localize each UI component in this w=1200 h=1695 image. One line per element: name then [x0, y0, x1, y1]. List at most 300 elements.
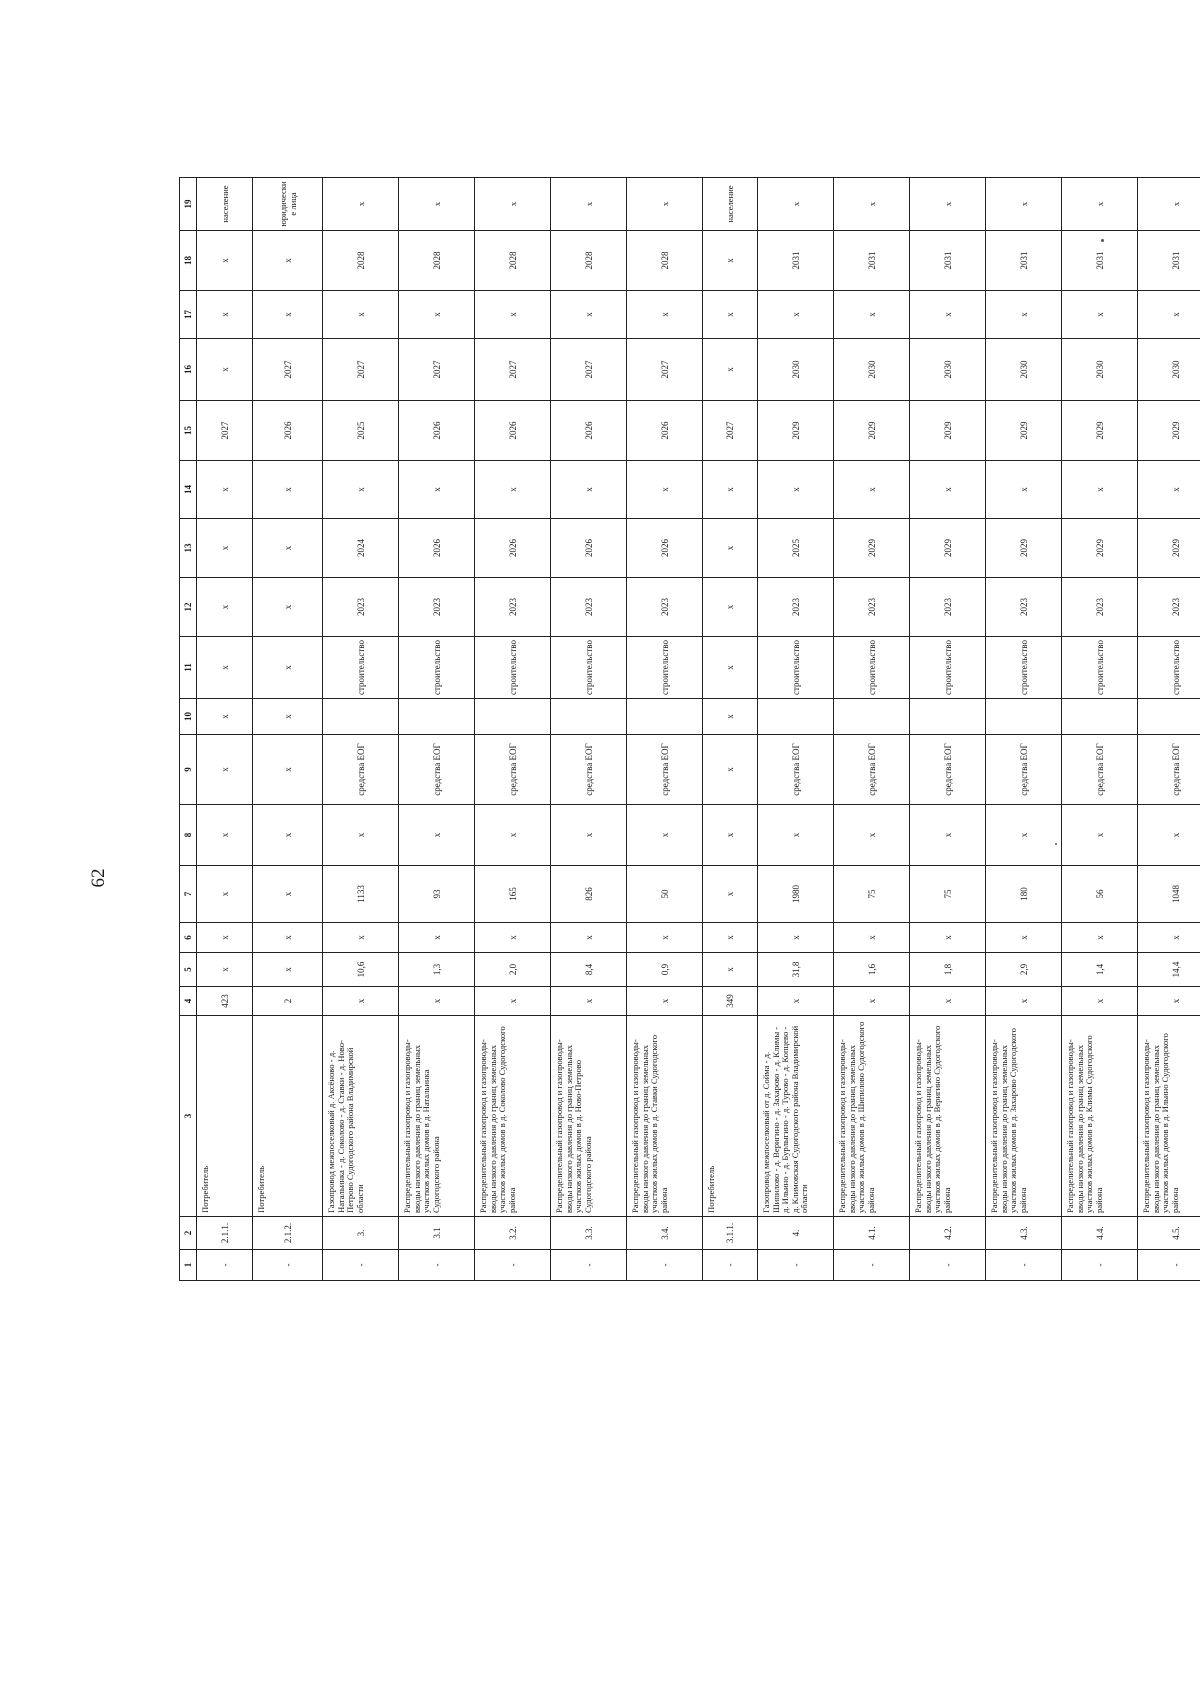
table-cell-col-19: население	[703, 178, 758, 231]
table-cell-col-3: Потребитель	[253, 1016, 323, 1217]
table-cell-col-14: x	[627, 461, 703, 519]
table-cell-col-11: строительство	[758, 637, 834, 699]
table-cell-col-2: 3.	[323, 1217, 399, 1250]
table-cell-col-18: x	[197, 231, 253, 291]
table-cell-col-5: 1,6	[834, 953, 910, 987]
table-cell-col-17: x	[986, 291, 1062, 339]
column-number-2: 2	[180, 1217, 197, 1250]
table-cell-col-7: 1133	[323, 866, 399, 923]
table-cell-col-17: x	[758, 291, 834, 339]
table-cell-col-8: x	[475, 805, 551, 866]
table-cell-col-19: x	[475, 178, 551, 231]
table-cell-col-2: 4.4.	[1062, 1217, 1138, 1250]
table-cell-col-7: 826	[551, 866, 627, 923]
column-number-8: 8	[180, 805, 197, 866]
table-cell-col-10	[627, 699, 703, 735]
scan-speck	[1055, 843, 1057, 845]
table-cell-col-12: 2023	[1062, 578, 1138, 637]
table-cell-col-6: x	[253, 923, 323, 953]
table-cell-col-9: x	[703, 735, 758, 805]
table-cell-col-9: средства ЕОГ	[475, 735, 551, 805]
table-cell-col-7: 75	[910, 866, 986, 923]
table-cell-col-17: x	[197, 291, 253, 339]
table-cell-col-19: x	[551, 178, 627, 231]
table-cell-col-9: средства ЕОГ	[758, 735, 834, 805]
table-cell-col-9: средства ЕОГ	[627, 735, 703, 805]
table-cell-col-5: x	[253, 953, 323, 987]
table-cell-col-17: x	[323, 291, 399, 339]
table-cell-col-5: x	[703, 953, 758, 987]
table-cell-col-4: x	[986, 987, 1062, 1016]
table-cell-col-14: x	[253, 461, 323, 519]
table-row	[197, 178, 253, 1281]
table-cell-col-9: средства ЕОГ	[1062, 735, 1138, 805]
table-cell-col-1: -	[475, 1250, 551, 1281]
table-cell-col-2: 4.3.	[986, 1217, 1062, 1250]
table-cell-col-11: строительство	[1062, 637, 1138, 699]
table-cell-col-6: x	[197, 923, 253, 953]
table-cell-col-19: x	[1062, 178, 1138, 231]
table-cell-col-4: 2	[253, 987, 323, 1016]
table-cell-col-18: 2031	[1062, 231, 1138, 291]
table-row	[834, 178, 910, 1281]
table-cell-col-4: x	[910, 987, 986, 1016]
table-cell-col-10	[910, 699, 986, 735]
header-row	[180, 178, 197, 1281]
table-cell-col-12: 2023	[323, 578, 399, 637]
table-cell-col-17: x	[475, 291, 551, 339]
table-cell-col-10: x	[253, 699, 323, 735]
table-cell-col-16: 2027	[627, 339, 703, 401]
table-cell-col-4: x	[323, 987, 399, 1016]
table-cell-col-12: 2023	[475, 578, 551, 637]
table-cell-col-7: 180	[986, 866, 1062, 923]
table-cell-col-9: средства ЕОГ	[1138, 735, 1200, 805]
table-cell-col-6: x	[1062, 923, 1138, 953]
table-cell-col-1: -	[758, 1250, 834, 1281]
table-cell-col-19: x	[758, 178, 834, 231]
table-cell-col-16: 2030	[758, 339, 834, 401]
table-cell-col-5: 0,9	[627, 953, 703, 987]
table-cell-col-18: 2028	[323, 231, 399, 291]
table-cell-col-11: строительство	[551, 637, 627, 699]
table-cell-col-11: строительство	[834, 637, 910, 699]
table-cell-col-1: -	[627, 1250, 703, 1281]
table-cell-col-19: x	[834, 178, 910, 231]
table-cell-col-19: x	[399, 178, 475, 231]
table-cell-col-7: 93	[399, 866, 475, 923]
column-number-1: 1	[180, 1250, 197, 1281]
table-cell-col-3: Распределительный газопровод и газопроводы-вводы низкого давления до границ земельных участков жилых домов в д. Натальинка Судогодского района	[399, 1016, 475, 1217]
table-cell-col-19: юридические лица	[253, 178, 323, 231]
column-number-3: 3	[180, 1016, 197, 1217]
table-cell-col-11: x	[197, 637, 253, 699]
table-cell-col-9: средства ЕОГ	[323, 735, 399, 805]
table-cell-col-10	[323, 699, 399, 735]
table-cell-col-17: x	[834, 291, 910, 339]
table-cell-col-12: 2023	[627, 578, 703, 637]
table-cell-col-17: x	[703, 291, 758, 339]
table-cell-col-4: x	[475, 987, 551, 1016]
table-cell-col-5: 1,8	[910, 953, 986, 987]
table-row	[1062, 178, 1138, 1281]
table-cell-col-9: средства ЕОГ	[834, 735, 910, 805]
table-cell-col-6: x	[834, 923, 910, 953]
column-number-15: 15	[180, 401, 197, 461]
table-cell-col-17: x	[253, 291, 323, 339]
table-cell-col-14: x	[986, 461, 1062, 519]
table-cell-col-13: 2024	[323, 519, 399, 578]
table-cell-col-6: x	[323, 923, 399, 953]
table-cell-col-10	[551, 699, 627, 735]
table-cell-col-9: средства ЕОГ	[986, 735, 1062, 805]
table-cell-col-18: 2031	[834, 231, 910, 291]
table-cell-col-6: x	[703, 923, 758, 953]
table-row	[551, 178, 627, 1281]
table-cell-col-14: x	[758, 461, 834, 519]
table-cell-col-12: 2023	[986, 578, 1062, 637]
column-number-10: 10	[180, 699, 197, 735]
column-number-19: 19	[180, 178, 197, 231]
table-cell-col-13: 2025	[758, 519, 834, 578]
rotated-table-container	[179, 178, 1181, 1281]
table-cell-col-19: x	[910, 178, 986, 231]
table-cell-col-10	[1138, 699, 1200, 735]
table-cell-col-15: 2027	[703, 401, 758, 461]
table-cell-col-15: 2026	[551, 401, 627, 461]
table-cell-col-3: Распределительный газопровод и газопроводы-вводы низкого давления до границ земельных участков жилых домов в д. Захарово Судогодского района	[986, 1016, 1062, 1217]
table-cell-col-14: x	[475, 461, 551, 519]
table-cell-col-15: 2029	[986, 401, 1062, 461]
table-cell-col-10	[399, 699, 475, 735]
table-cell-col-13: 2026	[627, 519, 703, 578]
table-cell-col-18: 2028	[475, 231, 551, 291]
table-cell-col-15: 2029	[1062, 401, 1138, 461]
table-cell-col-14: x	[834, 461, 910, 519]
table-row	[475, 178, 551, 1281]
table-cell-col-14: x	[910, 461, 986, 519]
table-cell-col-8: x	[758, 805, 834, 866]
table-cell-col-1: -	[1062, 1250, 1138, 1281]
table-cell-col-8: x	[627, 805, 703, 866]
table-cell-col-11: строительство	[323, 637, 399, 699]
table-cell-col-5: 8,4	[551, 953, 627, 987]
column-number-16: 16	[180, 339, 197, 401]
table-cell-col-15: 2029	[910, 401, 986, 461]
table-cell-col-6: x	[627, 923, 703, 953]
table-cell-col-8: x	[323, 805, 399, 866]
table-cell-col-14: x	[1062, 461, 1138, 519]
table-cell-col-3: Газопровод межпоселковый от д. Сойма - д. Шипилово - д. Веригино - д. Захарово - д. Климы - д. Ильино - д. Бурлыгино - д. Турово - д. Копцево - д. Климовская Судогодского района Владимирской области	[758, 1016, 834, 1217]
table-cell-col-10	[1062, 699, 1138, 735]
table-cell-col-2: 3.3.	[551, 1217, 627, 1250]
table-cell-col-1: -	[253, 1250, 323, 1281]
table-cell-col-5: 31,8	[758, 953, 834, 987]
column-number-14: 14	[180, 461, 197, 519]
table-cell-col-14: x	[551, 461, 627, 519]
table-cell-col-15: 2025	[323, 401, 399, 461]
table-cell-col-5: 1,4	[1062, 953, 1138, 987]
table-cell-col-17: x	[1062, 291, 1138, 339]
table-cell-col-9: средства ЕОГ	[399, 735, 475, 805]
table-cell-col-3: Распределительный газопровод и газопроводы-вводы низкого давления до границ земельных участков жилых домов в д. Веригино Судогодского района	[910, 1016, 986, 1217]
column-number-17: 17	[180, 291, 197, 339]
table-cell-col-4: 423	[197, 987, 253, 1016]
table-cell-col-12: 2023	[1138, 578, 1200, 637]
table-cell-col-12: x	[703, 578, 758, 637]
table-cell-col-16: 2030	[1138, 339, 1200, 401]
table-cell-col-8: x	[253, 805, 323, 866]
table-cell-col-18: 2028	[551, 231, 627, 291]
table-cell-col-12: x	[253, 578, 323, 637]
table-cell-col-11: строительство	[910, 637, 986, 699]
table-cell-col-2: 4.5.	[1138, 1217, 1200, 1250]
table-cell-col-14: x	[197, 461, 253, 519]
table-cell-col-19: x	[627, 178, 703, 231]
table-cell-col-6: x	[1138, 923, 1200, 953]
table-cell-col-18: 2028	[627, 231, 703, 291]
table-cell-col-1: -	[910, 1250, 986, 1281]
table-cell-col-8: x	[1062, 805, 1138, 866]
table-cell-col-16: 2027	[399, 339, 475, 401]
gasification-schedule-table	[179, 177, 1200, 1281]
table-cell-col-2: 2.1.2.	[253, 1217, 323, 1250]
table-cell-col-4: x	[1062, 987, 1138, 1016]
table-cell-col-1: -	[197, 1250, 253, 1281]
table-cell-col-18: 2031	[758, 231, 834, 291]
table-row	[323, 178, 399, 1281]
table-cell-col-7: 1048	[1138, 866, 1200, 923]
table-cell-col-4: x	[758, 987, 834, 1016]
table-cell-col-7: x	[703, 866, 758, 923]
table-cell-col-9: средства ЕОГ	[551, 735, 627, 805]
table-cell-col-10: x	[197, 699, 253, 735]
table-cell-col-13: x	[197, 519, 253, 578]
table-cell-col-4: x	[551, 987, 627, 1016]
table-cell-col-7: 50	[627, 866, 703, 923]
table-cell-col-17: x	[551, 291, 627, 339]
table-cell-col-19: x	[1138, 178, 1200, 231]
table-cell-col-6: x	[551, 923, 627, 953]
table-cell-col-2: 3.1	[399, 1217, 475, 1250]
column-number-7: 7	[180, 866, 197, 923]
column-number-9: 9	[180, 735, 197, 805]
table-cell-col-16: 2030	[986, 339, 1062, 401]
table-cell-col-5: x	[197, 953, 253, 987]
table-cell-col-16: 2030	[1062, 339, 1138, 401]
table-cell-col-15: 2029	[1138, 401, 1200, 461]
table-cell-col-15: 2026	[253, 401, 323, 461]
table-cell-col-14: x	[1138, 461, 1200, 519]
table-cell-col-5: 1,3	[399, 953, 475, 987]
table-cell-col-5: 10,6	[323, 953, 399, 987]
table-cell-col-1: -	[551, 1250, 627, 1281]
table-cell-col-12: 2023	[834, 578, 910, 637]
table-cell-col-15: 2026	[475, 401, 551, 461]
table-cell-col-13: 2029	[1138, 519, 1200, 578]
table-row	[253, 178, 323, 1281]
table-cell-col-7: x	[253, 866, 323, 923]
table-cell-col-16: 2027	[323, 339, 399, 401]
table-cell-col-16: 2027	[551, 339, 627, 401]
column-number-12: 12	[180, 578, 197, 637]
table-cell-col-17: x	[1138, 291, 1200, 339]
scan-speck	[1101, 239, 1104, 242]
table-cell-col-11: строительство	[475, 637, 551, 699]
table-cell-col-11: x	[253, 637, 323, 699]
table-cell-col-8: x	[910, 805, 986, 866]
table-cell-col-2: 3.1.1.	[703, 1217, 758, 1250]
table-cell-col-2: 3.2.	[475, 1217, 551, 1250]
table-cell-col-18: 2031	[910, 231, 986, 291]
column-number-11: 11	[180, 637, 197, 699]
table-cell-col-1: -	[323, 1250, 399, 1281]
table-cell-col-19: население	[197, 178, 253, 231]
table-cell-col-5: 2,0	[475, 953, 551, 987]
table-cell-col-4: x	[627, 987, 703, 1016]
table-cell-col-6: x	[758, 923, 834, 953]
table-cell-col-3: Распределительный газопровод и газопроводы-вводы низкого давления до границ земельных участков жилых домов в д. Ильино Судогодского района	[1138, 1016, 1200, 1217]
table-cell-col-3: Газопровод межпоселковый д. Аксёново - д. Натальинка - д. Соколово - д. Ставки - д. Ново-Петрово Судогодского района Владимирской области	[323, 1016, 399, 1217]
table-cell-col-15: 2026	[627, 401, 703, 461]
table-cell-col-3: Потребитель	[197, 1016, 253, 1217]
table-cell-col-10	[758, 699, 834, 735]
table-cell-col-11: строительство	[399, 637, 475, 699]
table-cell-col-18: 2031	[1138, 231, 1200, 291]
table-cell-col-7: 56	[1062, 866, 1138, 923]
table-row	[986, 178, 1062, 1281]
column-number-6: 6	[180, 923, 197, 953]
table-cell-col-15: 2029	[834, 401, 910, 461]
table-cell-col-4: x	[399, 987, 475, 1016]
table-cell-col-7: 75	[834, 866, 910, 923]
table-cell-col-16: x	[703, 339, 758, 401]
table-cell-col-4: 349	[703, 987, 758, 1016]
table-cell-col-13: 2029	[910, 519, 986, 578]
table-cell-col-2: 4.	[758, 1217, 834, 1250]
table-cell-col-12: 2023	[399, 578, 475, 637]
table-cell-col-16: x	[197, 339, 253, 401]
column-number-13: 13	[180, 519, 197, 578]
table-row	[627, 178, 703, 1281]
table-cell-col-1: -	[986, 1250, 1062, 1281]
table-cell-col-3: Распределительный газопровод и газопроводы-вводы низкого давления до границ земельных участков жилых домов в д. Климы Судогодского района	[1062, 1016, 1138, 1217]
table-cell-col-11: строительство	[627, 637, 703, 699]
table-cell-col-1: -	[703, 1250, 758, 1281]
column-number-5: 5	[180, 953, 197, 987]
table-cell-col-2: 4.1.	[834, 1217, 910, 1250]
table-cell-col-10: x	[703, 699, 758, 735]
column-number-4: 4	[180, 987, 197, 1016]
table-cell-col-13: 2029	[986, 519, 1062, 578]
table-cell-col-1: -	[399, 1250, 475, 1281]
table-cell-col-8: x	[197, 805, 253, 866]
table-cell-col-8: x	[1138, 805, 1200, 866]
table-row	[910, 178, 986, 1281]
table-cell-col-16: 2027	[253, 339, 323, 401]
table-cell-col-19: x	[986, 178, 1062, 231]
page-number: 62	[88, 868, 109, 888]
table-cell-col-7: 1980	[758, 866, 834, 923]
table-cell-col-5: 14,4	[1138, 953, 1200, 987]
table-cell-col-3: Распределительный газопровод и газопроводы-вводы низкого давления до границ земельных участков жилых домов в д. Соколово Судогодского района	[475, 1016, 551, 1217]
table-cell-col-13: 2026	[475, 519, 551, 578]
table-cell-col-1: -	[1138, 1250, 1200, 1281]
table-cell-col-4: x	[1138, 987, 1200, 1016]
table-cell-col-10	[834, 699, 910, 735]
table-cell-col-3: Распределительный газопровод и газопроводы-вводы низкого давления до границ земельных участков жилых домов в д. Ставки Судогодского района	[627, 1016, 703, 1217]
table-cell-col-4: x	[834, 987, 910, 1016]
table-cell-col-16: 2030	[834, 339, 910, 401]
table-cell-col-13: x	[253, 519, 323, 578]
table-cell-col-13: 2026	[399, 519, 475, 578]
table-cell-col-17: x	[399, 291, 475, 339]
table-cell-col-14: x	[703, 461, 758, 519]
table-body	[180, 178, 1200, 1281]
table-cell-col-18: x	[253, 231, 323, 291]
table-cell-col-13: 2029	[834, 519, 910, 578]
table-cell-col-16: 2030	[910, 339, 986, 401]
table-cell-col-8: x	[703, 805, 758, 866]
table-cell-col-2: 4.2.	[910, 1217, 986, 1250]
table-cell-col-11: x	[703, 637, 758, 699]
table-cell-col-15: 2029	[758, 401, 834, 461]
table-cell-col-3: Распределительный газопровод и газопроводы-вводы низкого давления до границ земельных участков жилых домов в д. Ново-Петрово Судогодского района	[551, 1016, 627, 1217]
table-cell-col-2: 3.4.	[627, 1217, 703, 1250]
table-cell-col-6: x	[910, 923, 986, 953]
table-row	[1138, 178, 1200, 1281]
table-cell-col-8: x	[834, 805, 910, 866]
table-cell-col-5: 2,9	[986, 953, 1062, 987]
table-cell-col-12: 2023	[910, 578, 986, 637]
table-cell-col-3: Распределительный газопровод и газопроводы-вводы низкого давления до границ земельных участков жилых домов в д. Шипилово Судогодского района	[834, 1016, 910, 1217]
table-cell-col-19: x	[323, 178, 399, 231]
table-cell-col-6: x	[475, 923, 551, 953]
table-cell-col-14: x	[323, 461, 399, 519]
table-cell-col-8: x	[399, 805, 475, 866]
table-cell-col-12: 2023	[551, 578, 627, 637]
table-cell-col-18: 2031	[986, 231, 1062, 291]
table-cell-col-13: 2029	[1062, 519, 1138, 578]
table-cell-col-11: строительство	[986, 637, 1062, 699]
table-cell-col-10	[986, 699, 1062, 735]
column-number-18: 18	[180, 231, 197, 291]
table-cell-col-12: 2023	[758, 578, 834, 637]
table-cell-col-6: x	[986, 923, 1062, 953]
table-cell-col-15: 2027	[197, 401, 253, 461]
table-cell-col-2: 2.1.1.	[197, 1217, 253, 1250]
table-cell-col-13: x	[703, 519, 758, 578]
table-cell-col-12: x	[197, 578, 253, 637]
table-cell-col-16: 2027	[475, 339, 551, 401]
table-cell-col-9: средства ЕОГ	[910, 735, 986, 805]
table-row	[758, 178, 834, 1281]
table-cell-col-1: -	[834, 1250, 910, 1281]
table-cell-col-7: 165	[475, 866, 551, 923]
table-cell-col-10	[475, 699, 551, 735]
table-cell-col-14: x	[399, 461, 475, 519]
table-cell-col-15: 2026	[399, 401, 475, 461]
table-cell-col-13: 2026	[551, 519, 627, 578]
table-cell-col-8: x	[551, 805, 627, 866]
table-row	[703, 178, 758, 1281]
table-cell-col-11: строительство	[1138, 637, 1200, 699]
table-cell-col-17: x	[910, 291, 986, 339]
table-cell-col-9: x	[197, 735, 253, 805]
table-cell-col-8: x	[986, 805, 1062, 866]
table-cell-col-17: x	[627, 291, 703, 339]
table-cell-col-7: x	[197, 866, 253, 923]
